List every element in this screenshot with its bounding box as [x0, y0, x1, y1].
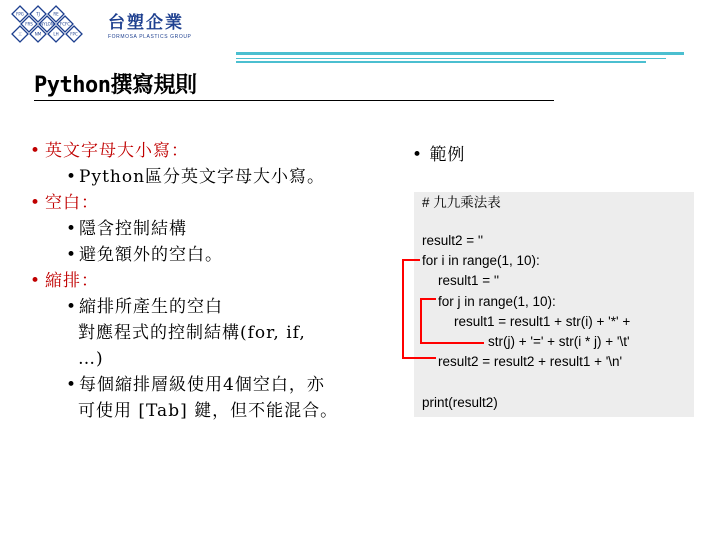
svg-text:RE: RE [53, 11, 59, 17]
list-item-text: 英文字母大小寫： [45, 141, 190, 161]
example-label: 範例 [429, 145, 466, 165]
svg-text:LH: LH [53, 31, 59, 37]
bullet-icon: • [66, 167, 78, 187]
bullet-icon: • [30, 141, 42, 161]
header-stripe-bottom [236, 61, 646, 63]
code-line: for j in range(1, 10): [438, 294, 556, 309]
list-subitem [30, 372, 400, 398]
code-line: result1 = result1 + str(i) + '*' + [454, 314, 631, 329]
page-title: Python撰寫規則 [34, 73, 197, 98]
svg-text:FPC: FPC [70, 31, 78, 37]
company-name-zh: 台塑企業 [108, 13, 184, 33]
svg-text:FRS: FRS [25, 21, 33, 27]
code-line: result2 = '' [422, 233, 484, 248]
bullet-icon: • [66, 297, 78, 317]
code-line: str(j) + '=' + str(i * j) + '\t' [488, 334, 630, 349]
company-name-en: FORMOSA PLASTICS GROUP [108, 34, 192, 40]
svg-text:FPG: FPG [16, 11, 24, 17]
svg-text:FCFC: FCFC [59, 21, 71, 27]
list-subitem [30, 164, 400, 190]
code-line: print(result2) [422, 395, 498, 410]
list-subitem [30, 216, 400, 242]
list-subitem-continuation: …) [78, 349, 104, 369]
code-line: result2 = result2 + result1 + '\n' [438, 354, 623, 369]
list-subitem [30, 294, 400, 320]
indent-marker [402, 259, 404, 359]
header-stripe-top [236, 52, 684, 55]
indent-marker [420, 298, 422, 344]
svg-text:NM: NM [34, 31, 42, 37]
list-item-text: 隱含控制結構 [79, 219, 188, 239]
rules-list [30, 138, 400, 424]
list-item-whitespace [30, 190, 400, 216]
title-divider [34, 100, 554, 101]
list-item-text: Python區分英文字母大小寫。 [79, 167, 326, 187]
list-subitem-continuation: 可使用 [Tab] 鍵，但不能混合。 [78, 401, 339, 421]
example-heading [412, 140, 465, 165]
indent-marker [420, 342, 484, 344]
code-comment: # 九九乘法表 [422, 195, 501, 210]
svg-text:工: 工 [18, 31, 22, 37]
formosa-emblem-icon [10, 4, 100, 50]
bullet-icon: • [66, 219, 78, 239]
svg-text:NYLON: NYLON [40, 21, 54, 27]
list-item-text: 每個縮排層級使用4個空白，亦 [79, 375, 325, 395]
list-item-text: 避免額外的空白。 [79, 245, 224, 265]
list-item-text: 縮排所產生的空白 [79, 297, 224, 317]
bullet-icon: • [30, 271, 42, 291]
bullet-icon: • [66, 245, 78, 265]
brand-text [108, 14, 192, 40]
list-item-text: 縮排： [45, 271, 100, 291]
code-sample [414, 192, 694, 417]
code-line: result1 = '' [438, 273, 500, 288]
svg-text:TJ: TJ [36, 11, 40, 17]
list-subitem-continuation: 對應程式的控制結構(for, if, [78, 323, 306, 343]
list-item-indent [30, 268, 400, 294]
bullet-icon: • [30, 193, 42, 213]
list-subitem [30, 242, 400, 268]
indent-marker [420, 298, 436, 300]
code-line: for i in range(1, 10): [422, 253, 540, 268]
bullet-icon: • [412, 145, 424, 165]
header-stripe-mid [236, 58, 666, 59]
list-item-case [30, 138, 400, 164]
indent-marker [402, 259, 420, 261]
list-item-text: 空白： [45, 193, 100, 213]
bullet-icon: • [66, 375, 78, 395]
indent-marker [402, 357, 436, 359]
